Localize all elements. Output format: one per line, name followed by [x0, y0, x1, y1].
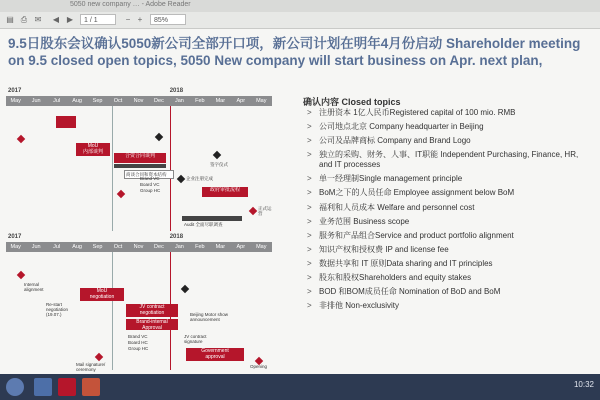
year-label: 2018: [169, 234, 184, 240]
month-label: Oct: [113, 98, 123, 104]
page-number-field[interactable]: 1 / 1: [80, 14, 116, 25]
year-label: 2018: [169, 88, 184, 94]
gov-bar: 政府审批流程: [202, 187, 248, 197]
signature-ceremony-label: Mail signature/ ceremony: [76, 362, 106, 372]
closed-topic-item: > 公司地点北京 Company headquarter in Beijing: [307, 122, 592, 132]
closed-topic-item: > BoM之下的人员任命 Employee assignment below BoM: [307, 188, 592, 198]
motor-show-label: Beijing Motor show announcement: [190, 312, 229, 322]
month-label: Sep: [92, 244, 103, 250]
milestone: [17, 135, 25, 143]
closed-topics-list: [307, 108, 592, 315]
gov-bar: Government approval: [186, 348, 244, 361]
closed-topic-item: > 服务和产品组合Service and product portfolio alignment: [307, 231, 592, 241]
milestone: [95, 353, 103, 361]
month-label: Jul: [53, 244, 61, 250]
zoom-in-icon[interactable]: +: [137, 15, 143, 24]
next-page-icon[interactable]: ▶: [66, 15, 74, 24]
closed-topic-item: > 公司及品牌商标 Company and Brand Logo: [307, 136, 592, 146]
month-label: May: [10, 98, 21, 104]
prev-page-icon[interactable]: ◀: [52, 15, 60, 24]
alignment-label: Internal alignment: [24, 282, 44, 292]
mou-bar: MoU 内部谈判: [76, 143, 110, 156]
closed-topic-item: > 业务范围 Business scope: [307, 217, 592, 227]
month-label: Apr: [236, 244, 246, 250]
month-label: Mar: [215, 98, 226, 104]
mou-bar: MoU negotiation: [80, 288, 124, 301]
opening-label: Opening: [250, 364, 268, 369]
approval-label: Group HC: [140, 188, 161, 193]
month-label: Jun: [31, 244, 41, 250]
closed-topic-item: > 注册资本 1亿人民币Registered capital of 100 mio. RMB: [307, 108, 592, 118]
month-label: Jun: [31, 98, 41, 104]
sign-label: 签字仪式: [210, 162, 228, 167]
today-line: [112, 106, 113, 231]
year-label: 2017: [8, 234, 22, 240]
month-label: Aug: [72, 98, 82, 104]
month-label: Mar: [215, 244, 226, 250]
mou-bar: [56, 116, 76, 128]
approval-label: Board HC: [128, 340, 148, 345]
zoom-out-icon[interactable]: −: [125, 15, 131, 24]
month-label: Jan: [174, 244, 184, 250]
brand-bar: Brand-internal Approval: [126, 319, 178, 330]
month-label: May: [256, 244, 267, 250]
opening-label: 正式运营: [258, 206, 272, 216]
taskbar: [0, 374, 600, 400]
month-label: Dec: [154, 244, 164, 250]
approval-label: Brand VC: [140, 176, 160, 181]
title-bar: [0, 0, 600, 12]
approval-label: Group HC: [128, 346, 149, 351]
jv-bar: 合资合同谈判: [114, 153, 166, 163]
signature-label: JV contract signature: [184, 334, 207, 344]
clock: 10:32: [573, 380, 594, 389]
month-row: [6, 96, 272, 106]
month-label: Jul: [53, 98, 61, 104]
today-line: [112, 252, 113, 370]
milestone: [213, 151, 221, 159]
approval-label: Brand VC: [128, 334, 148, 339]
year-label: 2017: [8, 88, 22, 94]
zoom-field[interactable]: 85%: [150, 14, 186, 25]
open-icon[interactable]: ▤: [6, 15, 14, 24]
toolbar: [0, 12, 600, 29]
month-label: May: [10, 244, 21, 250]
closed-topic-item: > 单一经理制Single management principle: [307, 174, 592, 184]
contract-bar: [114, 164, 166, 168]
year-divider: [170, 106, 171, 231]
month-label: Dec: [154, 98, 164, 104]
month-label: Nov: [133, 244, 144, 250]
restart-label: Re-start negotiation (19.07.): [46, 302, 69, 317]
timeline-chinese: [6, 88, 272, 231]
reader-icon[interactable]: [58, 378, 76, 396]
print-icon[interactable]: ⎙: [20, 15, 28, 24]
month-label: May: [256, 98, 267, 104]
window-title: 5050 new company … - Adobe Reader: [70, 1, 191, 8]
closed-topic-item: > 股东和股权Shareholders and equity stakes: [307, 273, 592, 283]
closed-topics-title: 确认内容 Closed topics: [303, 97, 401, 107]
slide: [0, 29, 600, 374]
audit-bar: [182, 216, 242, 221]
milestone: [177, 175, 185, 183]
closed-topic-item: > 知识产权和授权费 IP and license fee: [307, 245, 592, 255]
jv-bar: JV contract negotiation: [126, 304, 178, 317]
closed-topic-item: > 非排他 Non-exclusivity: [307, 301, 592, 311]
month-label: Nov: [133, 98, 144, 104]
audit-label: Audit 全面尽职调查: [184, 222, 223, 227]
month-label: Jan: [174, 98, 184, 104]
closed-topic-item: > 数据共享和 IT 原则Data sharing and IT principles: [307, 259, 592, 269]
month-label: Feb: [195, 244, 205, 250]
timeline-english: [6, 234, 272, 372]
month-label: Feb: [195, 98, 205, 104]
month-label: Apr: [236, 98, 246, 104]
email-icon[interactable]: ✉: [34, 15, 42, 24]
registration-label: 企业注册完成: [186, 176, 213, 181]
slide-heading: 9.5日股东会议确认5050新公司全部开口项，新公司计划在明年4月份启动 Shareholder meeting on 9.5 closed open topics, 5050 New company will start business on Apr. next plan,: [8, 36, 581, 68]
month-label: Aug: [72, 244, 82, 250]
closed-topic-item: > 福利和人员成本 Welfare and personnel cost: [307, 203, 592, 213]
month-row: [6, 242, 272, 252]
milestone: [181, 285, 189, 293]
closed-topic-item: > BOD 和BOM成员任命 Nomination of BoD and BoM: [307, 287, 592, 297]
powerpoint-icon[interactable]: [82, 378, 100, 396]
month-label: Oct: [113, 244, 123, 250]
explorer-icon[interactable]: [34, 378, 52, 396]
approval-label: Board VC: [140, 182, 160, 187]
milestone: [249, 207, 257, 215]
milestone: [17, 271, 25, 279]
milestone: [117, 190, 125, 198]
contract-label: 商谈合同和资本结构: [124, 170, 174, 179]
month-label: Sep: [92, 98, 103, 104]
closed-topic-item: > 独立的采购、财务、人事、IT职能 Independent Purchasing, Finance, HR, and IT processes: [307, 150, 592, 170]
start-button-icon[interactable]: [6, 378, 24, 396]
milestone: [155, 133, 163, 141]
